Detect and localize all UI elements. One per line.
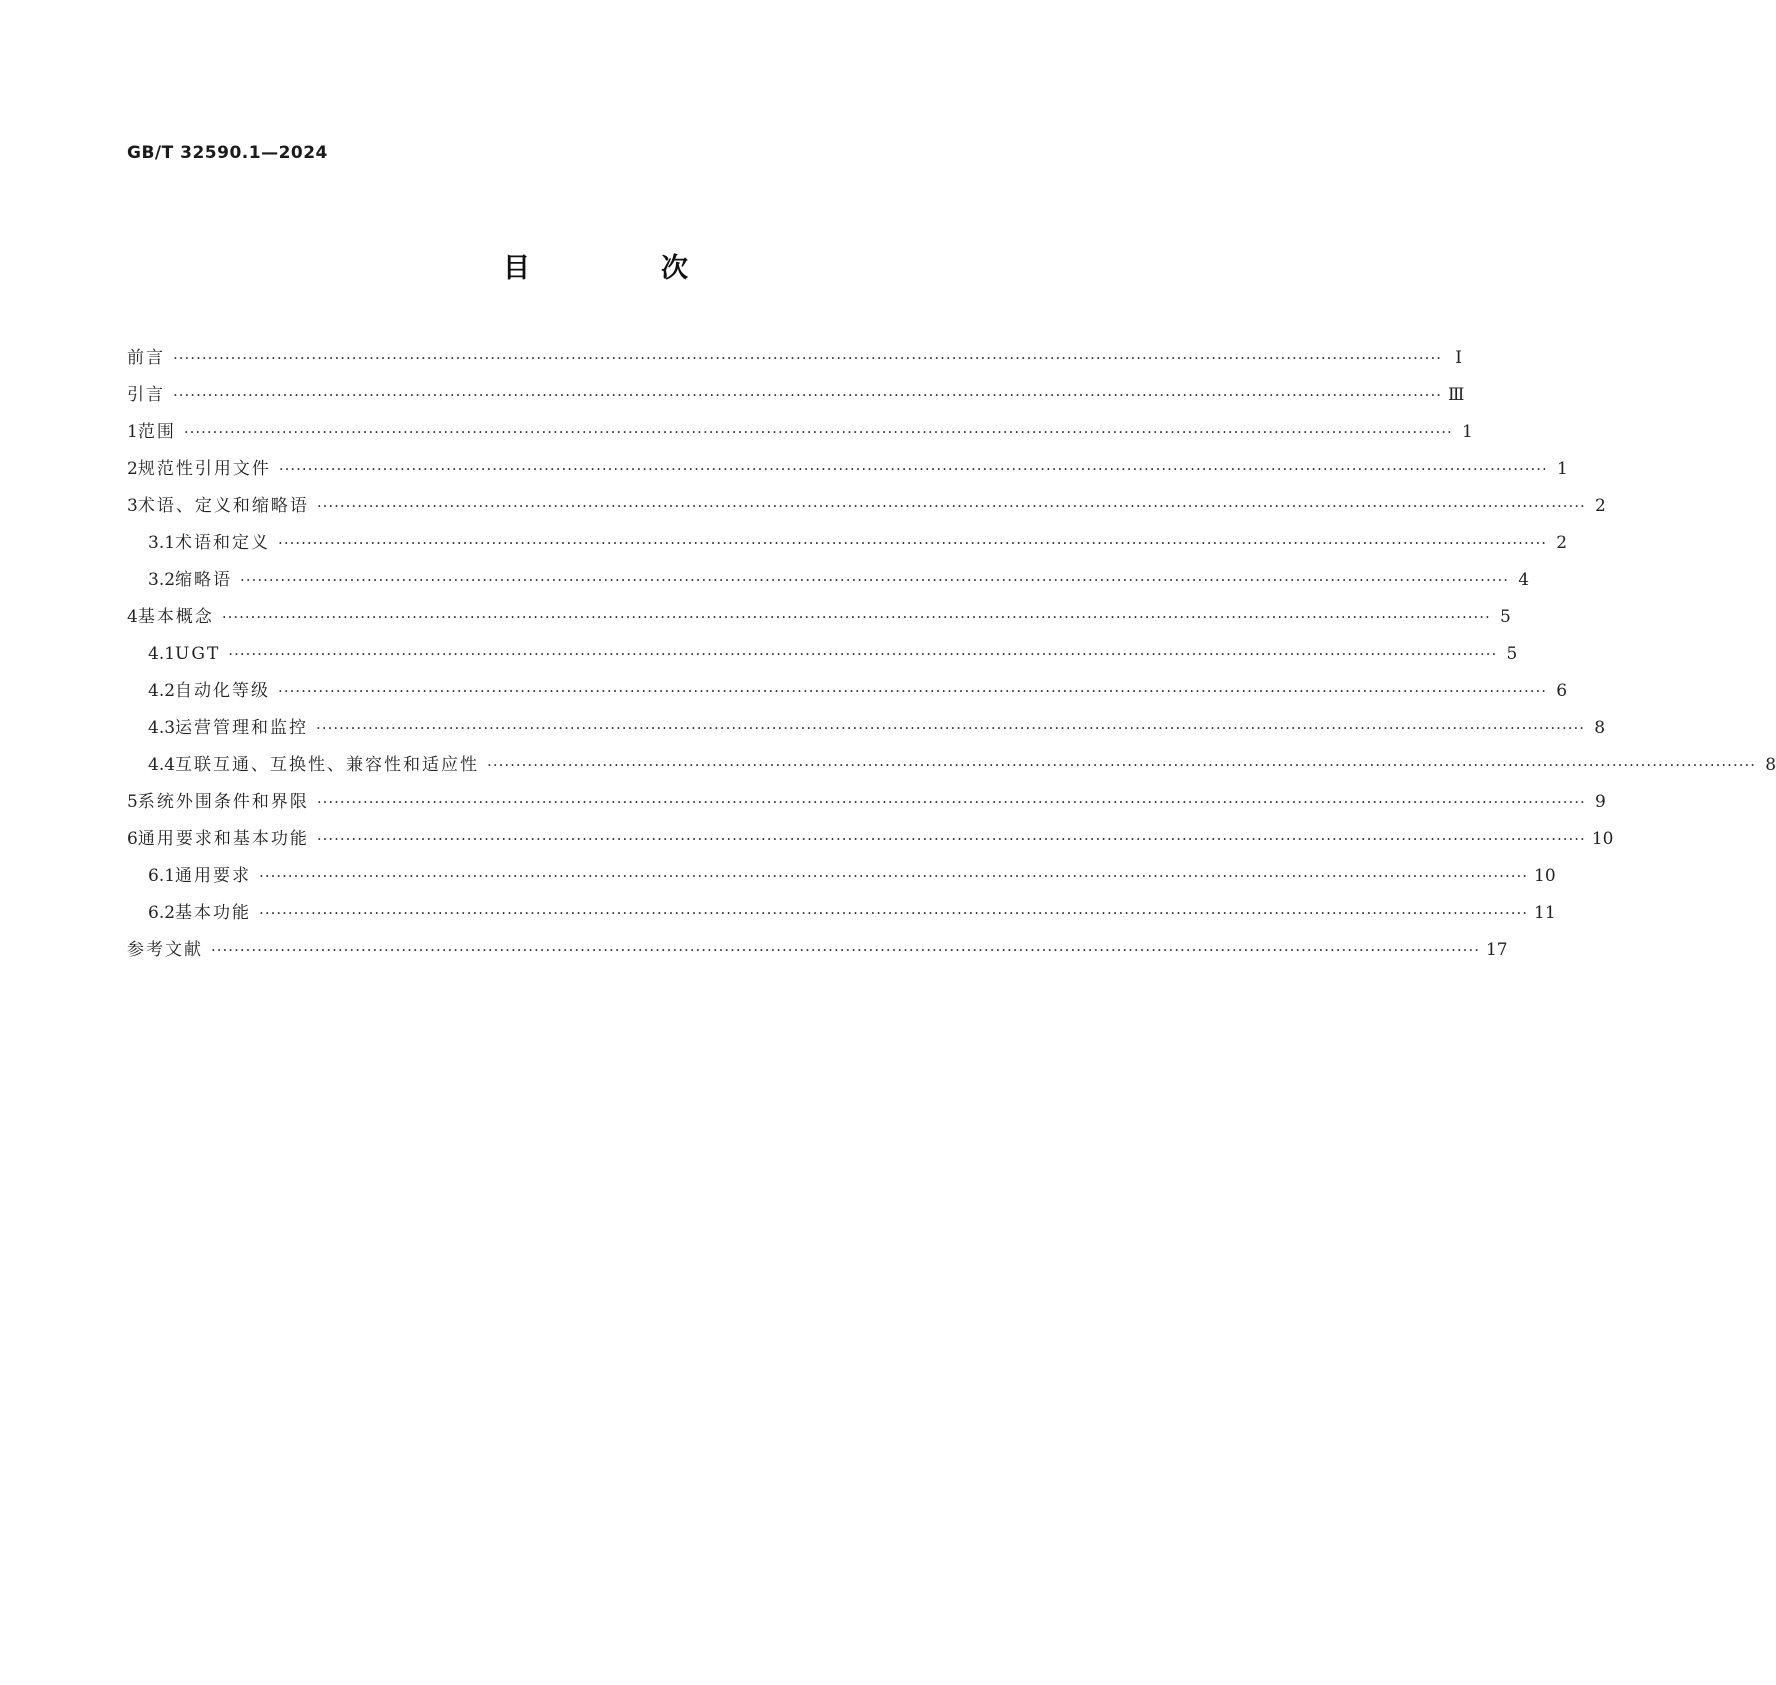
toc-entry-page: 6 — [1556, 681, 1568, 701]
toc-entry-number: 3 — [127, 496, 138, 516]
toc-entry-title: 系统外围条件和界限 — [137, 792, 309, 812]
toc-entry-page: 5 — [1499, 607, 1511, 627]
toc-entry-title: 范围 — [137, 422, 176, 442]
toc-entry-page: Ⅲ — [1447, 385, 1465, 405]
toc-entry-number: 4.4 — [148, 755, 176, 775]
toc-entry[interactable] — [127, 340, 1462, 377]
toc-entry[interactable] — [127, 451, 1568, 488]
toc-entry[interactable] — [127, 636, 1518, 673]
toc-entry-title: 规范性引用文件 — [137, 459, 271, 479]
toc-entry-title: 前言 — [127, 348, 165, 368]
toc-dot-leader: ···························································································································································································································· — [316, 497, 1586, 515]
toc-title: 目 次 — [503, 253, 740, 284]
toc-entry[interactable] — [127, 895, 1556, 932]
toc-entry-page: 10 — [1591, 829, 1614, 849]
toc-entry-number: 4.1 — [148, 644, 176, 664]
toc-entry-title: 基本功能 — [175, 903, 252, 923]
toc-entry-number: 1 — [127, 422, 138, 442]
toc-entry[interactable] — [127, 747, 1776, 784]
toc-entry-title: 缩略语 — [175, 570, 233, 590]
toc-entry-number: 6.1 — [148, 866, 176, 886]
toc-entry[interactable] — [127, 488, 1606, 525]
toc-entry[interactable] — [127, 599, 1511, 636]
toc-dot-leader: ···························································································································································································································· — [211, 941, 1480, 959]
toc-entry-page: 17 — [1485, 940, 1508, 960]
toc-entry-number: 4.2 — [148, 681, 176, 701]
toc-entry[interactable] — [127, 821, 1614, 858]
toc-entry-number: 2 — [127, 459, 138, 479]
toc-entry-page: 10 — [1534, 866, 1556, 886]
toc-entry[interactable] — [127, 784, 1606, 821]
toc-dot-leader: ···························································································································································································································· — [278, 534, 1548, 552]
toc-dot-leader: ···························································································································································································································· — [259, 904, 1529, 922]
toc-dot-leader: ···························································································································································································································· — [228, 645, 1498, 663]
toc-dot-leader: ···························································································································································································································· — [316, 793, 1586, 811]
toc-entry-page: 5 — [1506, 644, 1518, 664]
toc-entry-title: 互联互通、互换性、兼容性和适应性 — [175, 755, 480, 775]
toc-entry-title: 引言 — [127, 385, 165, 405]
toc-dot-leader: ···························································································································································································································· — [278, 460, 1548, 478]
toc-entry-number: 3.1 — [148, 533, 176, 553]
toc-entry-page: Ⅰ — [1455, 348, 1462, 368]
toc-dot-leader: ···························································································································································································································· — [173, 349, 1442, 367]
toc-entry[interactable] — [127, 525, 1568, 562]
toc-entry-title: UGT — [175, 644, 221, 664]
toc-entry-number: 5 — [127, 792, 138, 812]
toc-entry-title: 参考文献 — [127, 940, 203, 960]
toc-entry-title: 基本概念 — [137, 607, 214, 627]
table-of-contents — [127, 340, 1776, 969]
toc-dot-leader: ···························································································································································································································· — [316, 719, 1586, 737]
document-code: GB/T 32590.1—2024 — [127, 143, 328, 163]
toc-entry-title: 术语和定义 — [175, 533, 271, 553]
toc-entry-page: 2 — [1594, 496, 1606, 516]
toc-dot-leader: ···························································································································································································································· — [221, 608, 1491, 626]
toc-entry-title: 自动化等级 — [175, 681, 271, 701]
toc-entry[interactable] — [127, 673, 1568, 710]
toc-entry-page: 1 — [1556, 459, 1568, 479]
toc-entry-page: 4 — [1518, 570, 1530, 590]
toc-entry-number: 6 — [127, 829, 138, 849]
toc-entry[interactable] — [127, 562, 1530, 599]
toc-dot-leader: ···························································································································································································································· — [316, 830, 1586, 848]
toc-entry-page: 8 — [1765, 755, 1776, 775]
toc-dot-leader: ···························································································································································································································· — [278, 682, 1548, 700]
toc-entry-page: 8 — [1594, 718, 1606, 738]
toc-entry-page: 1 — [1461, 422, 1473, 442]
toc-dot-leader: ···························································································································································································································· — [240, 571, 1510, 589]
toc-dot-leader: ···························································································································································································································· — [487, 756, 1757, 774]
toc-entry[interactable] — [127, 710, 1606, 747]
toc-entry[interactable] — [127, 414, 1473, 451]
toc-entry-number: 4 — [127, 607, 138, 627]
toc-entry-page: 9 — [1594, 792, 1606, 812]
toc-entry-title: 通用要求 — [175, 866, 252, 886]
toc-dot-leader: ···························································································································································································································· — [259, 867, 1529, 885]
toc-entry-title: 术语、定义和缩略语 — [137, 496, 309, 516]
toc-dot-leader: ···························································································································································································································· — [183, 423, 1453, 441]
toc-entry-title: 运营管理和监控 — [175, 718, 309, 738]
toc-entry-number: 4.3 — [148, 718, 176, 738]
toc-dot-leader: ···························································································································································································································· — [173, 386, 1442, 404]
toc-entry[interactable] — [127, 377, 1465, 414]
toc-entry-number: 3.2 — [148, 570, 176, 590]
toc-entry[interactable] — [127, 858, 1556, 895]
toc-entry-title: 通用要求和基本功能 — [137, 829, 309, 849]
toc-entry[interactable] — [127, 932, 1508, 969]
toc-entry-number: 6.2 — [148, 903, 176, 923]
toc-entry-page: 2 — [1556, 533, 1568, 553]
toc-entry-page: 11 — [1534, 903, 1556, 923]
